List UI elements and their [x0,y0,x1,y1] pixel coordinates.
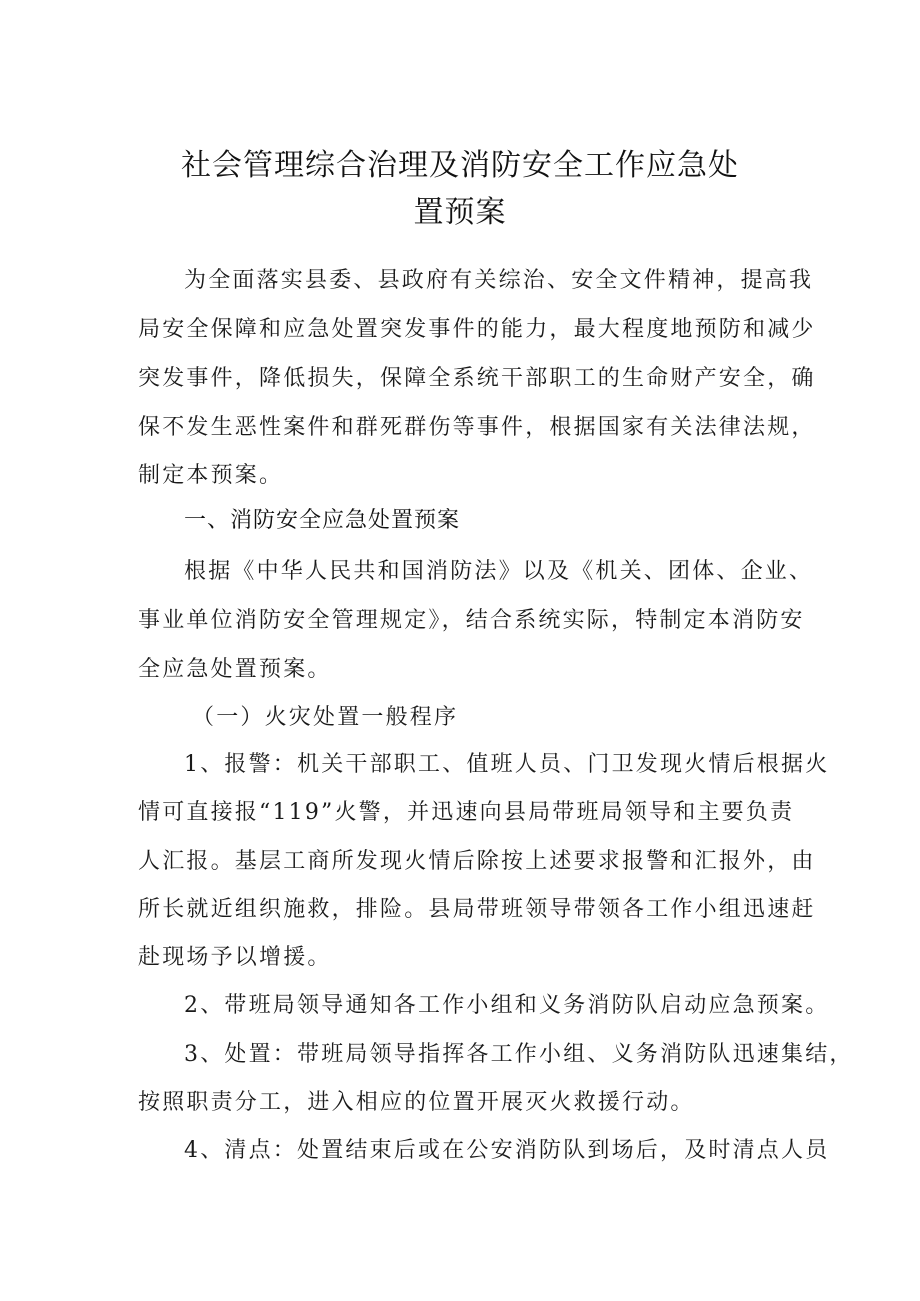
paragraph-line: 4、清点：处置结束后或在公安消防队到场后，及时清点人员 [184,1138,830,1163]
paragraph-line: 事业单位消防安全管理规定》，结合系统实际，特制定本消防安 [138,608,805,633]
document-title-line-1: 社会管理综合治理及消防安全工作应急处 [181,148,739,183]
paragraph-line: 3、处置：带班局领导指挥各工作小组、义务消防队迅速集结， [184,1042,854,1067]
paragraph-line: 人汇报。基层工商所发现火情后除按上述要求报警和汇报外，由 [138,849,816,874]
paragraph-line: 为全面落实县委、县政府有关综治、安全文件精神，提高我 [184,268,814,293]
subsection-heading: （一）火灾处置一般程序 [192,705,459,730]
paragraph-line: 2、带班局领导通知各工作小组和义务消防队启动应急预案。 [184,993,830,1018]
paragraph-line: 根据《中华人民共和国消防法》以及《机关、团体、企业、 [184,559,814,584]
paragraph-line: 所长就近组织施救，排险。县局带班领导带领各工作小组迅速赶 [138,897,816,922]
paragraph-line: 1、报警：机关干部职工、值班人员、门卫发现火情后根据火 [184,752,830,777]
paragraph-line: 局安全保障和应急处置突发事件的能力，最大程度地预防和减少 [138,317,816,342]
paragraph-line: 制定本预案。 [138,463,284,488]
paragraph-line: 全应急处置预案。 [138,657,332,682]
paragraph-line: 情可直接报“119”火警，并迅速向县局带班局领导和主要负责 [138,800,795,825]
paragraph-line: 按照职责分工，进入相应的位置开展灭火救援行动。 [138,1090,695,1115]
section-heading: 一、消防安全应急处置预案 [184,508,461,533]
document-title-line-2: 置预案 [413,195,507,230]
paragraph-line: 保不发生恶性案件和群死群伤等事件，根据国家有关法律法规， [138,415,816,440]
paragraph-line: 赴现场予以增援。 [138,945,332,970]
paragraph-line: 突发事件，降低损失，保障全系统干部职工的生命财产安全，确 [138,366,816,391]
